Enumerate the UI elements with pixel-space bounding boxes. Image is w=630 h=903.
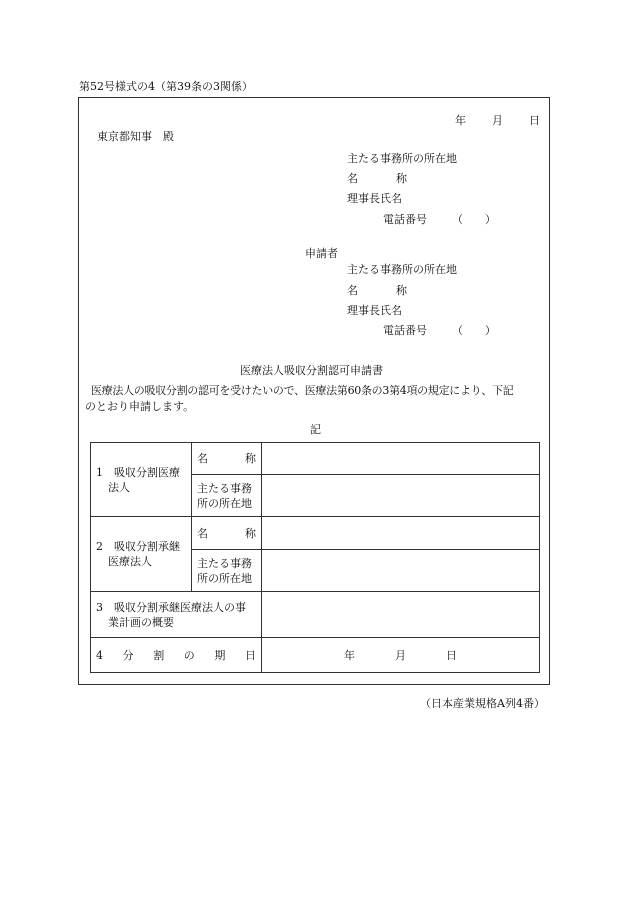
table-row — [91, 638, 540, 673]
row4-label: 4 分 割 の 期 日 — [91, 638, 262, 673]
row3-label: 3 吸収分割承継医療法人の事 業計画の概要 — [91, 592, 262, 638]
applicant2-phone-label: 電話番号 — [383, 324, 427, 337]
applicant2-name-label: 名 称 — [347, 284, 407, 297]
table-row — [91, 517, 540, 550]
document-title: 医療法人吸収分割認可申請書 — [240, 364, 383, 377]
application-table — [90, 442, 540, 673]
applicant1-phone-paren: （ ） — [452, 213, 496, 226]
row1-address-value — [262, 475, 540, 517]
table-row — [91, 443, 540, 475]
row1-label: 1 吸収分割医療 法人 — [91, 443, 192, 517]
applicant1-chair-label: 理事長氏名 — [347, 192, 402, 205]
body-line-2: のとおり申請します。 — [85, 400, 195, 413]
applicant2-phone-paren: （ ） — [452, 324, 496, 337]
applicant1-address-label: 主たる事務所の所在地 — [347, 152, 457, 165]
row2-name-value — [262, 517, 540, 550]
row2-label: 2 吸収分割承継 医療法人 — [91, 517, 192, 592]
row4-date: 年 月 日 — [262, 638, 540, 673]
row1-name-value — [262, 443, 540, 475]
row1-address-label: 主たる事務 所の所在地 — [192, 475, 262, 517]
date-line — [455, 114, 540, 128]
day-label: 日 — [529, 114, 540, 127]
applicant2-chair-label: 理事長氏名 — [347, 304, 402, 317]
year-label: 年 — [455, 114, 466, 127]
applicant1-name-label: 名 称 — [347, 172, 407, 185]
paper-size-footer: （日本産業規格A列4番） — [420, 697, 545, 710]
form-number-label: 第52号様式の4（第39条の3関係） — [79, 80, 253, 93]
body-line-1: 医療法人の吸収分割の認可を受けたいので、医療法第60条の3第4項の規定により、下記 — [91, 384, 514, 397]
row2-address-label: 主たる事務 所の所在地 — [192, 550, 262, 592]
table-row — [91, 592, 540, 638]
applicant1-phone-label: 電話番号 — [383, 213, 427, 226]
row2-address-value — [262, 550, 540, 592]
applicant2-address-label: 主たる事務所の所在地 — [347, 263, 457, 276]
addressee: 東京都知事 殿 — [97, 130, 174, 143]
row3-value — [262, 592, 540, 638]
row1-name-label: 名 称 — [192, 443, 262, 475]
row2-name-label: 名 称 — [192, 517, 262, 550]
applicant-label: 申請者 — [305, 247, 338, 260]
ki-label: 記 — [310, 423, 321, 436]
month-label: 月 — [492, 114, 503, 127]
